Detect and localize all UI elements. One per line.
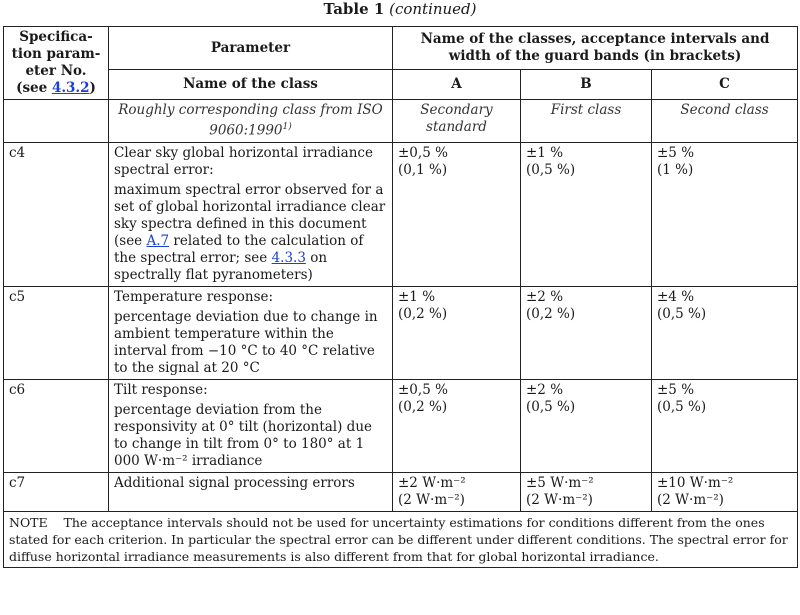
roughly-class-b: First class [521, 100, 652, 143]
roughly-class-c: Second class [652, 100, 798, 143]
parameter-title: Clear sky global horizontal irradiance spectral error: [114, 144, 373, 178]
class-c-header: C [652, 70, 798, 100]
spec-header-line: Specifica- [19, 29, 93, 45]
class-b-value: ±2 % (0,2 %) [521, 286, 652, 379]
classes-heading: Name of the classes, acceptance intervals and width of the guard bands (in brackets) [393, 27, 798, 70]
spec-header-line: tion param- [11, 46, 101, 62]
class-c-value: ±4 % (0,5 %) [652, 286, 798, 379]
link-4-3-2[interactable]: 4.3.2 [51, 80, 90, 96]
spec-header-line: eter No. [25, 63, 87, 79]
parameter-cell [109, 142, 393, 286]
class-c-value: ±5 % (0,5 %) [652, 379, 798, 472]
class-a-value: ±2 W·m⁻² (2 W·m⁻²) [393, 472, 521, 511]
link-a-7[interactable]: A.7 [146, 232, 170, 249]
roughly-corresponding-row [4, 100, 798, 143]
note-row [4, 511, 798, 567]
row-id: c4 [4, 142, 109, 286]
parameter-cell [109, 472, 393, 511]
table-row-c4 [4, 142, 798, 286]
class-c-value: ±5 % (1 %) [652, 142, 798, 286]
parameter-description: percentage deviation due to change in ambient temperature within the interval from −10 °C to 40 °C relative to the signal at 20 °C [114, 308, 378, 376]
header-row-2 [4, 70, 798, 100]
table-caption [0, 0, 800, 18]
row-id: c7 [4, 472, 109, 511]
name-of-class-header: Name of the class [109, 70, 393, 100]
class-b-value: ±5 W·m⁻² (2 W·m⁻²) [521, 472, 652, 511]
class-b-value: ±2 % (0,5 %) [521, 379, 652, 472]
empty-cell [4, 100, 109, 143]
class-b-header: B [521, 70, 652, 100]
parameter-cell [109, 286, 393, 379]
parameter-description: percentage deviation from the responsivity at 0° tilt (horizontal) due to change in tilt from 0° to 180° at 1 000 W·m⁻² irradiance [114, 401, 373, 469]
spec-header-see: (see 4.3.2) [16, 80, 96, 96]
table-note: NOTE The acceptance intervals should not be used for uncertainty estimations for conditions different from the ones stated for each criterion. In particular the spectral error can be different under different conditions. The spectral error for diffuse horizontal irradiance measurements is also different from that for global horizontal irradiance. [4, 511, 798, 567]
specification-table [3, 26, 798, 568]
class-c-value: ±10 W·m⁻² (2 W·m⁻²) [652, 472, 798, 511]
class-b-value: ±1 % (0,5 %) [521, 142, 652, 286]
parameter-title: Tilt response: [114, 381, 208, 398]
table-row-c7 [4, 472, 798, 511]
parameter-title: Additional signal processing errors [114, 474, 355, 491]
row-id: c6 [4, 379, 109, 472]
table-row-c5 [4, 286, 798, 379]
parameter-cell [109, 379, 393, 472]
parameter-header: Parameter [109, 27, 393, 70]
table-row-c6 [4, 379, 798, 472]
parameter-title: Temperature response: [114, 288, 274, 305]
table-title-suffix: (continued) [389, 0, 477, 18]
footnote-marker: 1) [282, 122, 292, 132]
link-4-3-3[interactable]: 4.3.3 [271, 249, 306, 266]
class-a-value: ±0,5 % (0,2 %) [393, 379, 521, 472]
parameter-description: maximum spectral error observed for a set of global horizontal irradiance clear sky spectra defined in this document (see A.7 related to the calculation of the spectral error; see 4.3.3 on spectrally flat pyranometers) [114, 181, 386, 283]
roughly-corresponding-label: Roughly corresponding class from ISO 9060:1990$^{1)}$ [109, 100, 393, 143]
class-a-header: A [393, 70, 521, 100]
header-row-1 [4, 27, 798, 70]
row-id: c5 [4, 286, 109, 379]
class-a-value: ±1 % (0,2 %) [393, 286, 521, 379]
table-title: Table 1 [323, 0, 385, 18]
spec-param-no-header [4, 27, 109, 100]
roughly-class-a: Secondary standard [393, 100, 521, 143]
class-a-value: ±0,5 % (0,1 %) [393, 142, 521, 286]
